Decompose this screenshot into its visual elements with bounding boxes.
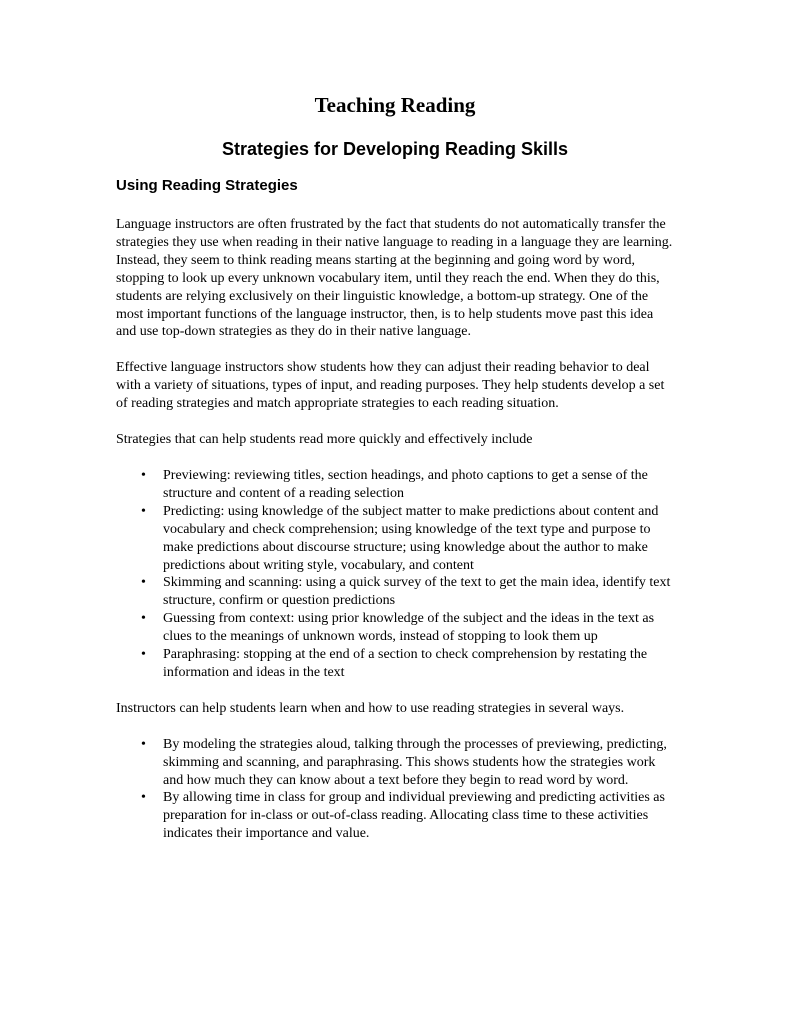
bullet-icon: •	[141, 790, 146, 806]
bullet-icon: •	[141, 503, 146, 519]
list-item-text: Paraphrasing: stopping at the end of a section to check comprehension by restating the information and ideas in the text	[163, 647, 648, 680]
list-item	[141, 610, 674, 646]
list-item	[141, 789, 674, 843]
bullet-icon: •	[141, 647, 146, 663]
bullet-icon: •	[141, 467, 146, 483]
bullet-icon: •	[141, 611, 146, 627]
list-item-text: By modeling the strategies aloud, talking through the processes of previewing, predicting, skimming and scanning, and paraphrasing. This shows students how the strategies work and how much they can know about a text before they begin to read word by word.	[163, 736, 667, 788]
strategies-list	[116, 467, 674, 682]
bullet-icon: •	[141, 736, 146, 752]
document-body	[116, 92, 674, 843]
document-subtitle: Strategies for Developing Reading Skills	[221, 139, 569, 159]
list-item-text: Skimming and scanning: using a quick survey of the text to get the main idea, identify text structure, confirm or question predictions	[163, 575, 671, 609]
list-item	[141, 574, 674, 610]
list-item-text: Predicting: using knowledge of the subject matter to make predictions about content and vocabulary and check comprehension; using knowledge of the text type and purpose to make predictions about discourse structure; using knowledge about the author to make predictions about writing style, vocabulary, and content	[163, 503, 659, 573]
list-item-text: By allowing time in class for group and individual previewing and predicting activities as preparation for in-class or out-of-class reading. Allocating class time to these activities indicates their importance and value.	[163, 790, 665, 842]
section-heading: Using Reading Strategies	[116, 177, 298, 194]
list-item	[141, 467, 674, 503]
paragraph-strategies-intro: Strategies that can help students read more quickly and effectively include	[116, 432, 533, 448]
list-item-text: Previewing: reviewing titles, section headings, and photo captions to get a sense of the structure and content of a reading selection	[163, 467, 648, 501]
document-title: Teaching Reading	[314, 93, 476, 117]
list-item-text: Guessing from context: using prior knowledge of the subject and the ideas in the text as clues to the meanings of unknown words, instead of stopping to look them up	[163, 611, 655, 645]
ways-list	[116, 736, 674, 843]
bullet-icon: •	[141, 575, 146, 591]
paragraph-frustration: Language instructors are often frustrated by the fact that students do not automatically transfer the strategies they use when reading in their native language to reading in a language they are learning. Instead, they seem to think reading means starting at the beginning and going word by word, stopping to look up every unknown vocabulary item, until they reach the end. When they do this, students are relying exclusively on their linguistic knowledge, a bottom-up strategy. One of the most important functions of the language instructor, then, is to help students move past this idea and use top-down strategies as they do in their native language.	[116, 217, 673, 340]
list-item	[141, 646, 674, 682]
list-item	[141, 736, 674, 790]
list-item	[141, 503, 674, 575]
paragraph-effective-instructors: Effective language instructors show students how they can adjust their reading behavior to deal with a variety of situations, types of input, and reading purposes. They help students develop a set of reading strategies and match appropriate strategies to each reading situation.	[116, 360, 665, 412]
paragraph-instructors-ways: Instructors can help students learn when and how to use reading strategies in several ways.	[116, 700, 625, 716]
